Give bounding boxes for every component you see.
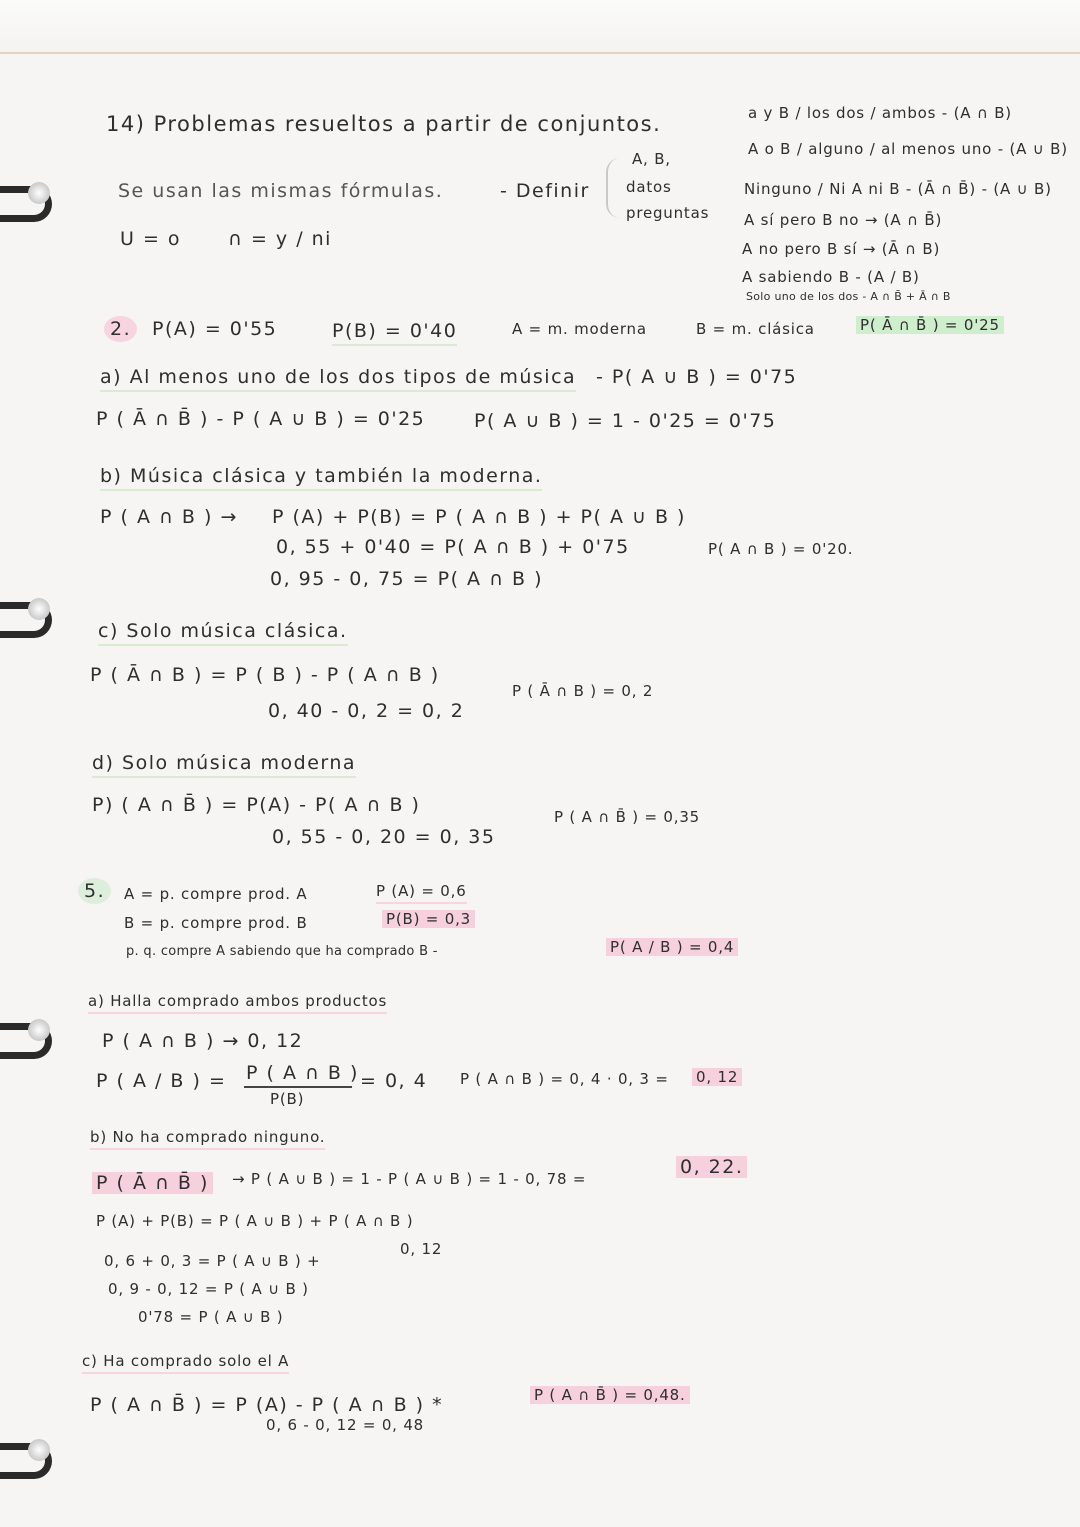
legend-item: a y B / los dos / ambos - (A ∩ B) [748,104,1012,122]
event-b-definition: B = p. compre prod. B [124,914,308,932]
part-a-result: P ( A ∩ B ) = 0, 4 · 0, 3 = [460,1070,669,1088]
binder-ring-shine [28,598,50,620]
part-a-result: - P( A ∪ B ) = 0'75 [596,366,798,388]
given-pb: P(B) = 0,3 [382,910,475,928]
formula-line: P ( A ∩ B̄ ) = P (A) - P ( A ∩ B ) * [90,1394,444,1416]
formula-line: P (A) + P(B) = P ( A ∪ B ) + P ( A ∩ B ) [96,1212,414,1230]
formula-line: 0'78 = P ( A ∪ B ) [138,1308,284,1326]
part-d-title: d) Solo música moderna [92,752,356,774]
legend-item: A o B / alguno / al menos uno - (A ∪ B) [748,140,1068,158]
formula-line: 0, 6 - 0, 12 = 0, 48 [266,1416,425,1434]
legend-item: Solo uno de los dos - A ∩ B̄ + Ā ∩ B [746,290,951,303]
part-b-title: b) No ha comprado ninguno. [90,1128,325,1146]
conditional-note: p. q. compre A sabiendo que ha comprado B - [126,944,438,959]
legend-item: A sí pero B no → (A ∩ B̄) [744,211,943,229]
formula-line: 0, 55 + 0'40 = P( A ∩ B ) + 0'75 [276,536,630,558]
part-d-result: P ( A ∩ B̄ ) = 0,35 [554,808,701,826]
fraction-lhs: P ( A / B ) = [96,1070,227,1092]
fraction-denominator: P(B) [270,1090,305,1108]
formula-line: 0, 12 [400,1240,443,1258]
binder-ring-shine [28,1439,50,1461]
part-b-title: b) Música clásica y también la moderna. [100,465,542,487]
page-top-edge [0,0,1080,54]
legend-item: A sabiendo B - (A / B) [742,268,920,286]
section-title: 14) Problemas resueltos a partir de conjuntos. [106,112,662,136]
formula-line: P( A ∪ B ) = 1 - 0'25 = 0'75 [474,410,777,432]
binder-ring-shine [28,182,50,204]
part-a-title: a) Al menos uno de los dos tipos de música [100,366,576,388]
definir-item: preguntas [626,204,710,222]
given-conditional: P( A / B ) = 0,4 [606,938,738,956]
problem-number: 2. [104,318,137,340]
formula-line: P) ( A ∩ B̄ ) = P(A) - P( A ∩ B ) [92,794,421,816]
formula-line: 0, 95 - 0, 75 = P( A ∩ B ) [270,568,544,590]
fraction-bar [244,1086,352,1088]
part-c-title: c) Ha comprado solo el A [82,1352,289,1370]
formula-line: P ( Ā ∩ B ) = P ( B ) - P ( A ∩ B ) [90,664,440,686]
legend-item: A no pero B sí → (Ā ∩ B) [742,240,941,258]
formula-line: 0, 55 - 0, 20 = 0, 35 [272,826,496,848]
definir-item: datos [626,178,672,196]
part-c-title: c) Solo música clásica. [98,620,348,642]
legend-item: Ninguno / Ni A ni B - (Ā ∩ B̄) - (A ∪ B) [744,180,1052,198]
formula-line: P (A) + P(B) = P ( A ∩ B ) + P( A ∪ B ) [272,506,686,528]
definir-brace [606,158,622,218]
problem-number: 5. [78,880,111,902]
definir-label: - Definir [500,180,590,202]
part-a-result-value: 0, 12 [692,1068,742,1086]
definir-item: A, B, [632,150,671,168]
given-complement: P( Ā ∩ B̄ ) = 0'25 [856,316,1004,334]
part-b-result: P( A ∩ B ) = 0'20. [708,540,854,558]
formula-line: → P ( A ∪ B ) = 1 - P ( A ∪ B ) = 1 - 0, 78 = [232,1170,587,1188]
part-b-result: 0, 22. [676,1156,747,1178]
formula-line: 0, 40 - 0, 2 = 0, 2 [268,700,465,722]
binder-ring-shine [28,1019,50,1041]
given-pa: P (A) = 0,6 [376,882,467,900]
formula-line: 0, 9 - 0, 12 = P ( A ∪ B ) [108,1280,309,1298]
formula-line: 0, 6 + 0, 3 = P ( A ∪ B ) + [104,1252,321,1270]
formula-line: P ( A ∩ B ) → 0, 12 [102,1030,304,1052]
event-b-definition: B = m. clásica [696,320,815,338]
given-pb: P(B) = 0'40 [332,320,457,342]
fraction-rhs: = 0, 4 [360,1070,428,1092]
given-pa: P(A) = 0'55 [152,318,278,340]
part-a-title: a) Halla comprado ambos productos [88,992,387,1010]
formula-line: P ( A ∩ B ) → [100,506,238,528]
intersection-note: ∩ = y / ni [228,228,332,250]
part-c-result: P ( A ∩ B̄ ) = 0,48. [530,1386,690,1404]
part-c-result: P ( Ā ∩ B ) = 0, 2 [512,682,654,700]
event-a-definition: A = p. compre prod. A [124,885,308,903]
fraction-numerator: P ( A ∩ B ) [246,1062,359,1084]
formula-line: P ( Ā ∩ B̄ ) - P ( A ∪ B ) = 0'25 [96,408,426,430]
union-note: U = o [120,228,182,250]
formulas-note: Se usan las mismas fórmulas. [118,180,444,202]
event-a-definition: A = m. moderna [512,320,647,338]
formula-line: P ( Ā ∩ B̄ ) [92,1172,213,1194]
